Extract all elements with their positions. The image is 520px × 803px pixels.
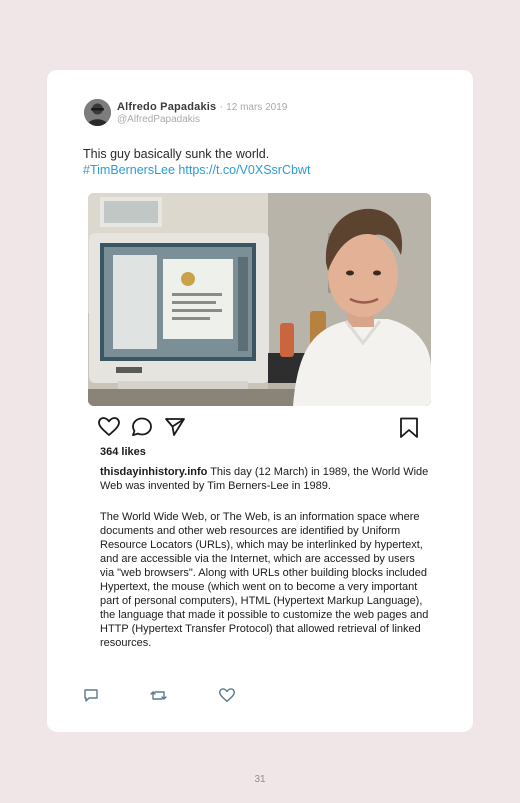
separator: · <box>216 101 227 113</box>
author-handle[interactable]: @AlfredPapadakis <box>117 114 200 125</box>
tweet-date[interactable]: 12 mars 2019 <box>226 102 288 113</box>
post-body: The World Wide Web, or The Web, is an information space where documents and other web resources are identified by Uniform Resource Locators (URLs), which may be interlinked by hypertext, and are accessible via the Internet, which are accessed by users via "web browsers". Along with URLs other building blocks included Hypertext, the mouse (which went on to become a very important part of personal computers), HTML (Hypertext Markup Language), the language that made it possible to customize the web pages and HTTP (Hypertext Transfer Protocol) that allowed retrieval of linked resources. <box>100 511 429 649</box>
send-icon[interactable] <box>164 417 186 442</box>
tweet-action-bar <box>83 688 283 704</box>
url-link[interactable]: https://t.co/V0XSsrCbwt <box>178 163 311 177</box>
comment-icon[interactable] <box>131 417 153 442</box>
avatar-image <box>84 99 111 126</box>
tweet-author-line <box>117 100 287 115</box>
favorite-heart-icon[interactable] <box>219 688 235 708</box>
author-name[interactable]: Alfredo Papadakis <box>117 101 217 113</box>
heart-icon[interactable] <box>98 417 120 442</box>
post-caption <box>100 465 430 493</box>
retweet-icon[interactable] <box>150 688 167 708</box>
reply-icon[interactable] <box>83 688 99 708</box>
tweet-text <box>83 146 443 178</box>
bookmark-icon[interactable] <box>399 417 419 444</box>
page-number: 31 <box>254 774 266 785</box>
avatar[interactable] <box>84 99 111 126</box>
hashtag-link[interactable]: #TimBernersLee <box>83 163 175 177</box>
tweet-card <box>47 70 473 732</box>
tweet-body: This guy basically sunk the world. <box>83 147 270 161</box>
instagram-action-bar <box>98 417 421 439</box>
caption-username[interactable]: thisdayinhistory.info <box>100 466 208 478</box>
likes-count[interactable]: 364 likes <box>100 446 146 458</box>
tweet-photo[interactable] <box>88 193 431 406</box>
caption-text: This day (12 March) in 1989, the World Wide Web was invented by Tim Berners-Lee in 1989. <box>100 466 429 492</box>
photo-image <box>88 193 431 406</box>
